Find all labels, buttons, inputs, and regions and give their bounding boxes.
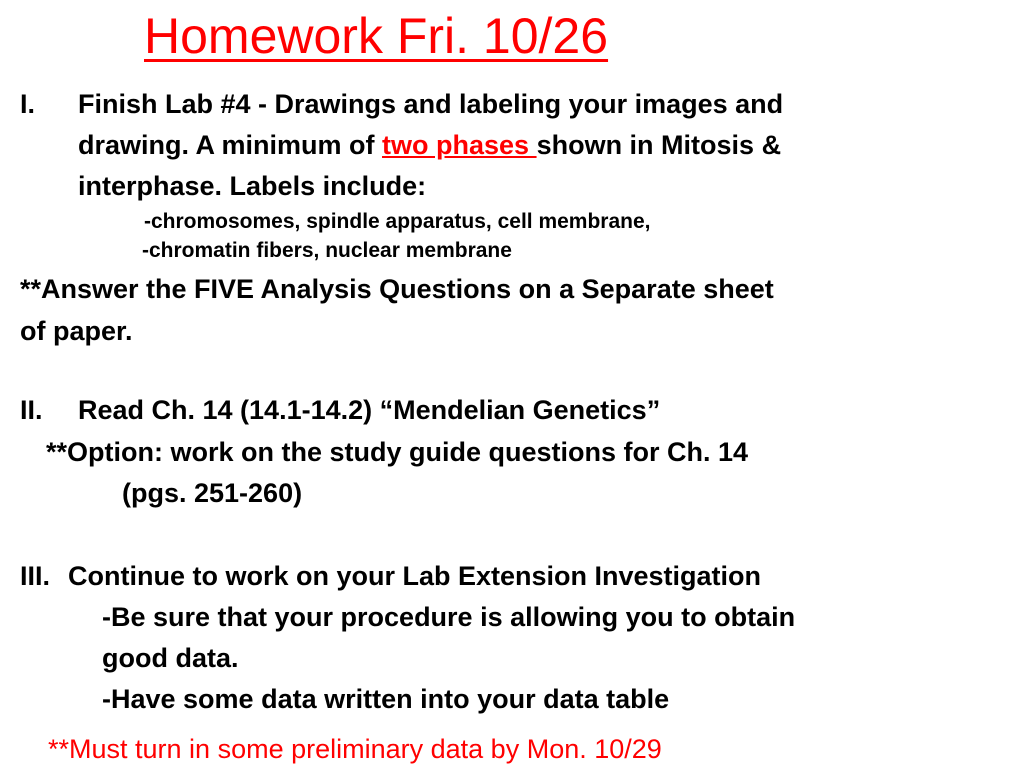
two-phases-highlight: two phases xyxy=(382,130,537,160)
item-1-line-1: Finish Lab #4 - Drawings and labeling your images and xyxy=(78,89,784,119)
item-1-sublabel-1: -chromosomes, spindle apparatus, cell membrane, xyxy=(144,210,651,233)
analysis-line-2: of paper. xyxy=(20,316,133,346)
item-3-numeral: III. xyxy=(20,561,51,591)
item-1-sublabel-2: -chromatin fibers, nuclear membrane xyxy=(142,239,512,262)
analysis-line-1: **Answer the FIVE Analysis Questions on a Separate sheet xyxy=(20,274,774,304)
item-3-line-1: Continue to work on your Lab Extension Investigation xyxy=(68,561,762,591)
item-2-option-line-2: (pgs. 251-260) xyxy=(122,478,303,508)
item-3-sub-1-continued: good data. xyxy=(102,643,239,673)
item-1-line-2-before: drawing. A minimum of xyxy=(78,130,383,160)
item-2-line-1: Read Ch. 14 (14.1-14.2) “Mendelian Genetics” xyxy=(78,395,661,425)
item-3-sub-1: -Be sure that your procedure is allowing you to obtain xyxy=(102,602,796,632)
item-3-sub-2: -Have some data written into your data table xyxy=(102,684,670,714)
page-title: Homework Fri. 10/26 xyxy=(144,8,609,64)
item-1-numeral: I. xyxy=(20,89,36,119)
item-1-line-2-after: shown in Mitosis & xyxy=(536,130,782,160)
item-2-numeral: II. xyxy=(20,395,43,425)
deadline-note: **Must turn in some preliminary data by Mon. 10/29 xyxy=(48,734,662,764)
item-2-option-line-1: **Option: work on the study guide questions for Ch. 14 xyxy=(46,437,749,467)
item-1-line-3: interphase. Labels include: xyxy=(78,171,427,201)
item-1-line-2 xyxy=(78,129,781,161)
